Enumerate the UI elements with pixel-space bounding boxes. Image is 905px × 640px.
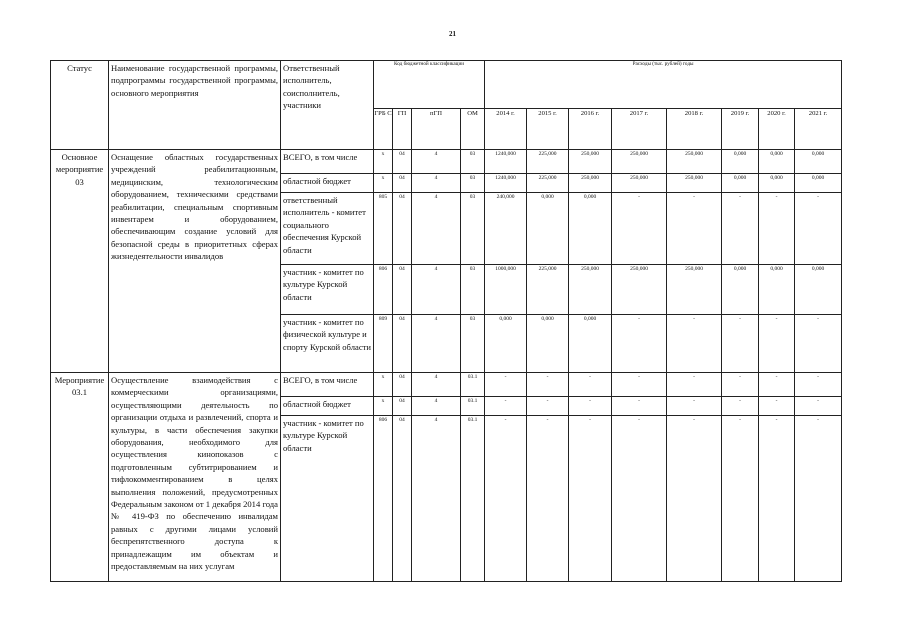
header-name: Наименование государственной программы, подпрограммы государственной программы, основного мероприятия: [109, 61, 281, 150]
header-year: 2021 г.: [795, 109, 842, 150]
row-responsible: участник - комитет по культуре Курской области: [281, 416, 374, 582]
value-cell: 250,000: [612, 265, 667, 315]
code-cell: 04: [393, 373, 412, 397]
value-cell: -: [612, 397, 667, 416]
row-responsible: участник - комитет по физической культуре и спорту Курской области: [281, 315, 374, 373]
value-cell: -: [759, 315, 795, 373]
value-cell: -: [722, 416, 759, 582]
table-row: [51, 373, 842, 397]
header-expenses: Расходы (тыс. рублей) годы: [485, 61, 842, 109]
value-cell: -: [795, 397, 842, 416]
code-cell: x: [374, 373, 393, 397]
row-responsible: участник - комитет по культуре Курской области: [281, 265, 374, 315]
value-cell: 225,000: [527, 150, 569, 174]
header-year: 2019 г.: [722, 109, 759, 150]
value-cell: -: [759, 193, 795, 265]
value-cell: 250,000: [612, 174, 667, 193]
value-cell: -: [612, 416, 667, 582]
code-cell: 04: [393, 397, 412, 416]
code-cell: 4: [412, 193, 461, 265]
value-cell: 0,000: [722, 174, 759, 193]
header-year: 2020 г.: [759, 109, 795, 150]
header-year: 2015 г.: [527, 109, 569, 150]
value-cell: -: [795, 373, 842, 397]
value-cell: 225,000: [527, 174, 569, 193]
code-cell: 03: [461, 193, 485, 265]
code-cell: 805: [374, 193, 393, 265]
code-cell: x: [374, 174, 393, 193]
code-cell: 04: [393, 174, 412, 193]
value-cell: 0,000: [485, 315, 527, 373]
value-cell: 0,000: [759, 150, 795, 174]
value-cell: -: [759, 397, 795, 416]
value-cell: 0,000: [795, 174, 842, 193]
value-cell: -: [759, 373, 795, 397]
row-responsible: ВСЕГО, в том числе: [281, 150, 374, 174]
code-cell: 03.1: [461, 373, 485, 397]
header-year: 2018 г.: [667, 109, 722, 150]
value-cell: 250,000: [667, 265, 722, 315]
value-cell: 0,000: [759, 174, 795, 193]
header-code-pgp: пГП: [412, 109, 461, 150]
row-responsible: ответственный исполнитель - комитет социального обеспечения Курской области: [281, 193, 374, 265]
row-status: Основное мероприятие 03: [51, 150, 109, 373]
value-cell: 1000,000: [485, 265, 527, 315]
code-cell: 4: [412, 150, 461, 174]
value-cell: -: [722, 373, 759, 397]
code-cell: 806: [374, 416, 393, 582]
table-row: [51, 150, 842, 174]
program-expenses-table: [50, 60, 842, 582]
value-cell: -: [569, 416, 612, 582]
value-cell: 0,000: [795, 265, 842, 315]
header-responsible: Ответственный исполнитель, соисполнитель, участники: [281, 61, 374, 150]
row-status: Мероприятие 03.1: [51, 373, 109, 582]
value-cell: 240,000: [485, 193, 527, 265]
header-code-om: ОМ: [461, 109, 485, 150]
value-cell: -: [612, 373, 667, 397]
value-cell: 0,000: [795, 150, 842, 174]
value-cell: -: [722, 397, 759, 416]
value-cell: -: [795, 193, 842, 265]
row-responsible: областной бюджет: [281, 174, 374, 193]
code-cell: 4: [412, 265, 461, 315]
value-cell: -: [485, 416, 527, 582]
value-cell: -: [795, 416, 842, 582]
table-header-row: [51, 61, 842, 109]
code-cell: 4: [412, 315, 461, 373]
value-cell: -: [612, 193, 667, 265]
value-cell: -: [527, 373, 569, 397]
value-cell: 250,000: [667, 150, 722, 174]
row-responsible: областной бюджет: [281, 397, 374, 416]
code-cell: 03.1: [461, 416, 485, 582]
header-year: 2016 г.: [569, 109, 612, 150]
code-cell: 806: [374, 265, 393, 315]
value-cell: -: [612, 315, 667, 373]
value-cell: -: [667, 193, 722, 265]
code-cell: 4: [412, 373, 461, 397]
code-cell: 03: [461, 174, 485, 193]
header-status: Статус: [51, 61, 109, 150]
code-cell: 4: [412, 174, 461, 193]
value-cell: -: [569, 397, 612, 416]
code-cell: x: [374, 150, 393, 174]
value-cell: -: [527, 416, 569, 582]
header-code-gp: ГП: [393, 109, 412, 150]
code-cell: 04: [393, 150, 412, 174]
value-cell: -: [795, 315, 842, 373]
code-cell: x: [374, 397, 393, 416]
value-cell: 250,000: [569, 174, 612, 193]
value-cell: 250,000: [667, 174, 722, 193]
code-cell: 03: [461, 315, 485, 373]
code-cell: 04: [393, 193, 412, 265]
value-cell: -: [759, 416, 795, 582]
code-cell: 03.1: [461, 397, 485, 416]
value-cell: 1240,000: [485, 150, 527, 174]
code-cell: 03: [461, 150, 485, 174]
value-cell: -: [667, 397, 722, 416]
value-cell: 0,000: [722, 150, 759, 174]
value-cell: 250,000: [569, 150, 612, 174]
value-cell: -: [667, 373, 722, 397]
header-code-grbs: ГРБ С: [374, 109, 393, 150]
value-cell: -: [667, 416, 722, 582]
header-year: 2014 г.: [485, 109, 527, 150]
value-cell: -: [722, 315, 759, 373]
value-cell: 250,000: [612, 150, 667, 174]
value-cell: -: [527, 397, 569, 416]
value-cell: -: [485, 397, 527, 416]
value-cell: -: [667, 315, 722, 373]
value-cell: -: [485, 373, 527, 397]
value-cell: 1240,000: [485, 174, 527, 193]
row-name: Оснащение областных государственных учреждений реабилитационным, медицинским, технологическим оборудованием, техническими средствами реабилитации, специальным спортивным инвентарем и оборудованием, обеспечивающим создание условий для безопасной среды в приоритетных сферах жизнедеятельности инвалидов: [109, 150, 281, 373]
code-cell: 04: [393, 265, 412, 315]
value-cell: 0,000: [569, 193, 612, 265]
code-cell: 04: [393, 416, 412, 582]
page-number: 21: [449, 30, 456, 38]
header-year: 2017 г.: [612, 109, 667, 150]
value-cell: -: [722, 193, 759, 265]
code-cell: 03: [461, 265, 485, 315]
value-cell: 0,000: [569, 315, 612, 373]
code-cell: 04: [393, 315, 412, 373]
value-cell: -: [569, 373, 612, 397]
code-cell: 4: [412, 397, 461, 416]
value-cell: 0,000: [722, 265, 759, 315]
value-cell: 0,000: [527, 193, 569, 265]
value-cell: 250,000: [569, 265, 612, 315]
header-budget-code: Код бюджетной классификации: [374, 61, 485, 109]
code-cell: 809: [374, 315, 393, 373]
row-responsible: ВСЕГО, в том числе: [281, 373, 374, 397]
value-cell: 225,000: [527, 265, 569, 315]
code-cell: 4: [412, 416, 461, 582]
value-cell: 0,000: [759, 265, 795, 315]
row-name: Осуществление взаимодействия с коммерческими организациями, осуществляющими деятельность по организации отдыха и развлечений, спорта и культуры, в части обеспечения закупки оборудования, необходимого для осуществления кинопоказов с подготовленным субтитрированием и тифлокомментированием в целях выполнения положений, предусмотренных Федеральным законом от 1 декабря 2014 года № 419-ФЗ по обеспечению инвалидам равных с другими лицами условий беспрепятственного доступа к принадлежащим им объектам и предоставляемым на них услугам: [109, 373, 281, 582]
value-cell: 0,000: [527, 315, 569, 373]
